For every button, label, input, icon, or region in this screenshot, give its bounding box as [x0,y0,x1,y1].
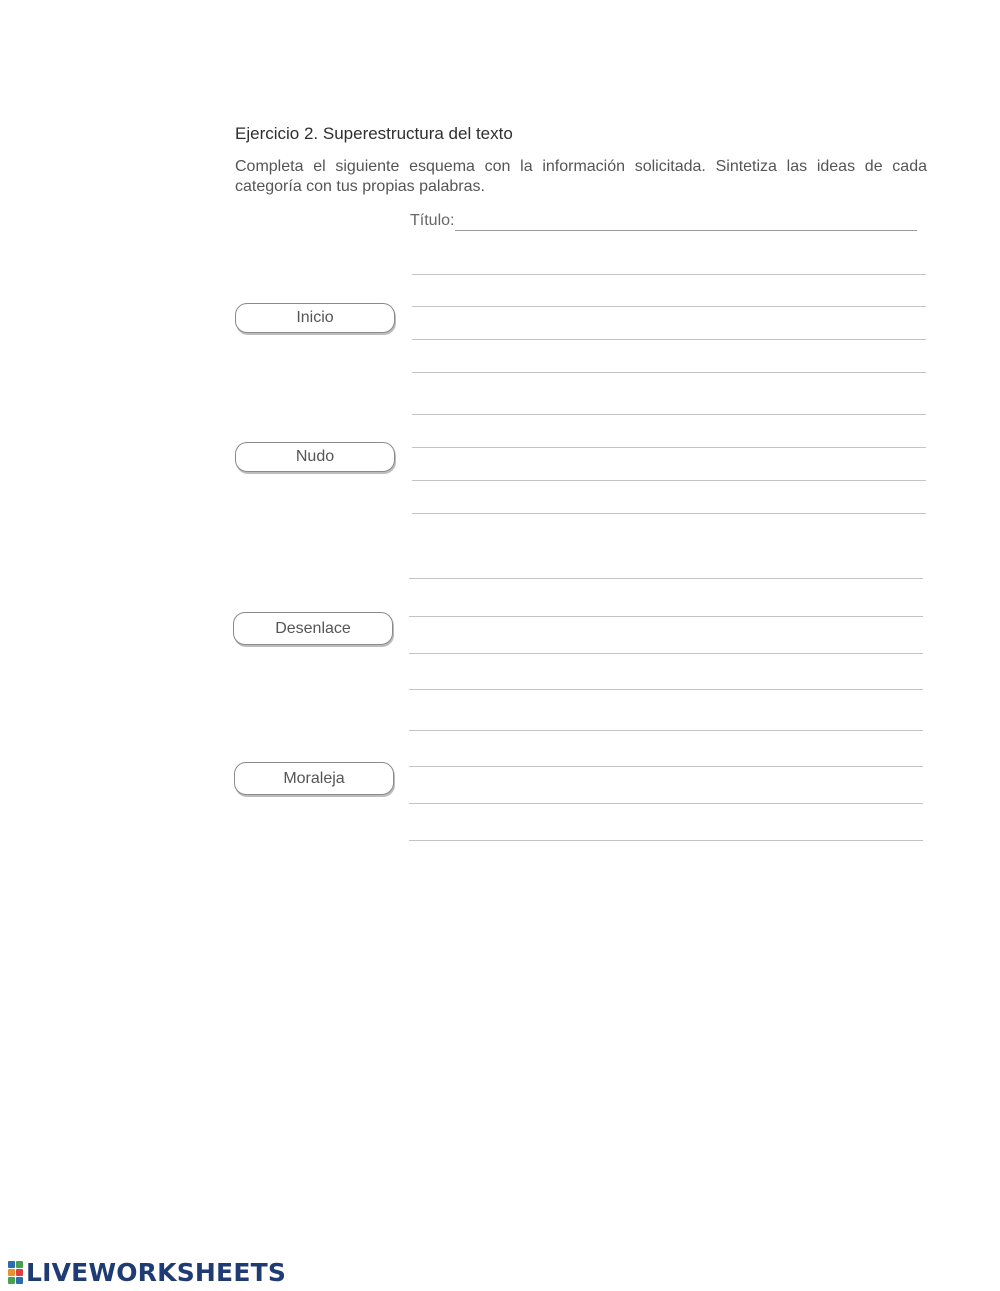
answer-line[interactable] [412,447,926,448]
answer-line[interactable] [412,306,926,307]
answer-line[interactable] [412,414,926,415]
exercise-title: Ejercicio 2. Superestructura del texto [235,124,513,143]
answer-line[interactable] [409,766,923,767]
answer-line[interactable] [409,653,923,654]
answer-line[interactable] [409,689,923,690]
answer-line[interactable] [412,480,926,481]
exercise-instructions: Completa el siguiente esquema con la información solicitada. Sintetiza las ideas de cada categoría con tus propias palabras. [235,158,927,195]
answer-line[interactable] [409,840,923,841]
titulo-label: Título: [410,212,455,229]
brand-name: LIVEWORKSHEETS [26,1258,287,1287]
category-inicio: Inicio [235,303,395,333]
category-nudo: Nudo [235,442,395,472]
answer-line[interactable] [409,730,923,731]
titulo-answer-line[interactable] [455,230,917,231]
answer-line[interactable] [412,339,926,340]
category-desenlace: Desenlace [233,612,393,645]
answer-line[interactable] [412,274,926,275]
liveworksheets-logo[interactable] [8,1258,286,1287]
answer-line[interactable] [412,513,926,514]
answer-line[interactable] [412,372,926,373]
answer-line[interactable] [409,803,923,804]
answer-line[interactable] [409,578,923,579]
logo-mark-icon [8,1261,23,1284]
answer-line[interactable] [409,616,923,617]
category-moraleja: Moraleja [234,762,394,795]
